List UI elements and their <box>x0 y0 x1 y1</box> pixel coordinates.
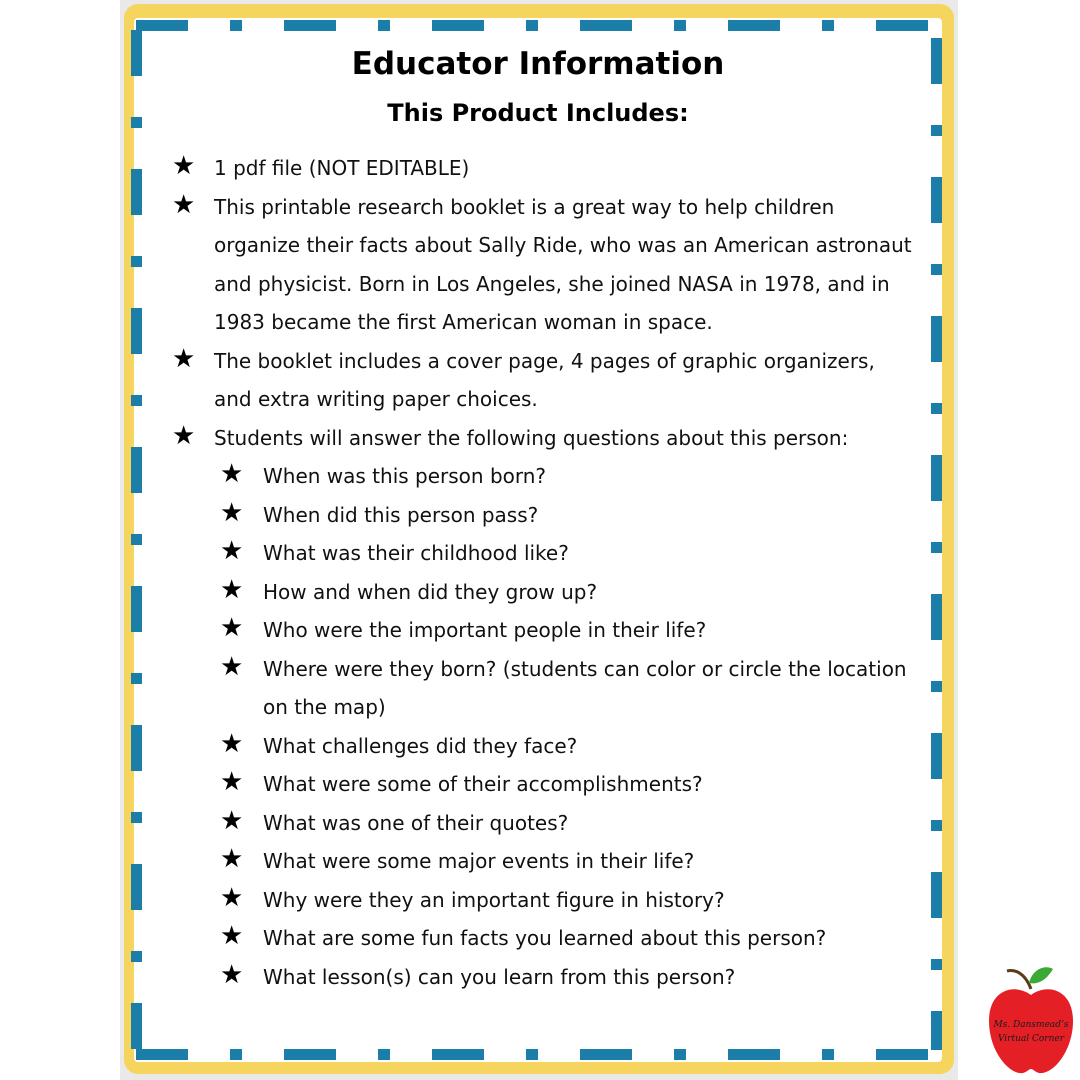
question-text: What were some of their accomplishments? <box>263 772 703 796</box>
border-dash <box>931 733 942 779</box>
star-icon: ★ <box>220 497 244 528</box>
question-item <box>172 727 912 766</box>
border-dash <box>580 20 632 31</box>
border-dash <box>131 447 142 493</box>
border-dash <box>136 1049 188 1060</box>
question-text: Who were the important people in their life? <box>263 618 707 642</box>
border-dash <box>131 534 142 545</box>
star-icon: ★ <box>220 728 244 759</box>
questions-block <box>172 457 912 996</box>
star-icon: ★ <box>172 189 196 220</box>
question-text: What was one of their quotes? <box>263 810 569 835</box>
border-dash <box>931 681 942 692</box>
border-dash <box>931 403 942 414</box>
border-dash <box>822 1049 834 1060</box>
border-dash <box>131 812 142 823</box>
star-icon: ★ <box>220 459 244 489</box>
star-icon: ★ <box>220 651 244 682</box>
list-item <box>172 342 912 419</box>
border-dash <box>728 1049 780 1060</box>
star-icon: ★ <box>220 844 244 874</box>
border-dash <box>931 820 942 831</box>
border-dash <box>580 1049 632 1060</box>
border-dash <box>230 1049 242 1060</box>
border-dash <box>931 264 942 275</box>
border-dash <box>230 20 242 31</box>
star-icon: ★ <box>172 343 196 374</box>
question-text: Where were they born? (students can color or circle the location on the map) <box>263 656 907 719</box>
border-dash <box>131 256 142 267</box>
border-dash <box>131 586 142 632</box>
border-dash <box>674 20 686 31</box>
product-includes-list <box>172 149 912 996</box>
border-dash <box>728 20 780 31</box>
border-dash <box>526 1049 538 1060</box>
star-icon: ★ <box>220 613 244 643</box>
border-dash <box>876 1049 928 1060</box>
border-dash <box>931 316 942 362</box>
page-subtitle: This Product Includes: <box>387 99 689 127</box>
question-text: What challenges did they face? <box>263 733 578 758</box>
question-text: What were some major events in their life? <box>263 849 695 873</box>
star-icon: ★ <box>220 574 244 605</box>
star-icon: ★ <box>220 921 244 951</box>
question-item <box>172 919 912 958</box>
border-dash <box>931 959 942 970</box>
star-icon: ★ <box>220 536 244 566</box>
border-dash <box>931 1011 942 1050</box>
question-item <box>172 611 912 650</box>
star-icon: ★ <box>220 805 244 836</box>
border-dash <box>131 951 142 962</box>
star-icon: ★ <box>220 767 244 797</box>
question-item <box>172 804 912 843</box>
list-item <box>172 188 912 342</box>
border-dash <box>674 1049 686 1060</box>
list-item-text: The booklet includes a cover page, 4 pages of graphic organizers, and extra writing paper choices. <box>214 348 875 411</box>
border-dash <box>131 308 142 354</box>
border-dash <box>378 20 390 31</box>
page-title: Educator Information <box>351 46 725 82</box>
list-item-text: This printable research booklet is a great way to help children organize their facts about Sally Ride, who was an American astronaut and physicist. Born in Los Angeles, she joined NASA in 1978, and in 1983 became the first American woman in space. <box>214 194 912 334</box>
apple-logo <box>985 965 1077 1077</box>
border-dash <box>876 20 928 31</box>
border-dash <box>131 395 142 406</box>
question-item <box>172 765 912 804</box>
border-dash <box>131 1003 142 1049</box>
border-dash <box>284 20 336 31</box>
border-dash <box>284 1049 336 1060</box>
question-item <box>172 457 912 496</box>
border-dash <box>378 1049 390 1060</box>
border-dash <box>131 725 142 771</box>
list-item <box>172 419 912 458</box>
questions-list <box>172 457 912 996</box>
question-item <box>172 842 912 881</box>
question-text: What was their childhood like? <box>263 541 569 565</box>
question-item <box>172 958 912 997</box>
question-text: What lesson(s) can you learn from this person? <box>263 964 736 989</box>
question-item <box>172 496 912 535</box>
question-item <box>172 650 912 727</box>
question-item <box>172 573 912 612</box>
border-dash <box>136 20 188 31</box>
question-text: What are some fun facts you learned about this person? <box>263 926 827 950</box>
star-icon: ★ <box>220 882 244 913</box>
logo-text-line1: Ms. Dansmeadʼs <box>993 1020 1069 1030</box>
list-item-text: 1 pdf file (NOT EDITABLE) <box>214 156 470 180</box>
question-text: How and when did they grow up? <box>263 579 598 604</box>
border-dash <box>432 20 484 31</box>
question-text: When was this person born? <box>263 464 547 488</box>
question-text: When did this person pass? <box>263 502 539 527</box>
border-dash <box>931 872 942 918</box>
logo-text-line2: Virtual Corner <box>997 1034 1065 1044</box>
border-dash <box>931 177 942 223</box>
border-dash <box>131 169 142 215</box>
list-item-text: Students will answer the following questions about this person: <box>214 425 849 450</box>
question-item <box>172 881 912 920</box>
border-dash <box>131 864 142 910</box>
border-dash <box>931 542 942 553</box>
border-dash <box>432 1049 484 1060</box>
question-item <box>172 534 912 573</box>
question-text: Why were they an important figure in history? <box>263 887 725 912</box>
border-dash <box>822 20 834 31</box>
list-item <box>172 149 912 188</box>
border-dash <box>131 673 142 684</box>
border-dash <box>526 20 538 31</box>
star-icon: ★ <box>220 959 244 990</box>
border-dash <box>931 455 942 501</box>
star-icon: ★ <box>172 151 196 181</box>
star-icon: ★ <box>172 420 196 451</box>
border-dash <box>931 594 942 640</box>
